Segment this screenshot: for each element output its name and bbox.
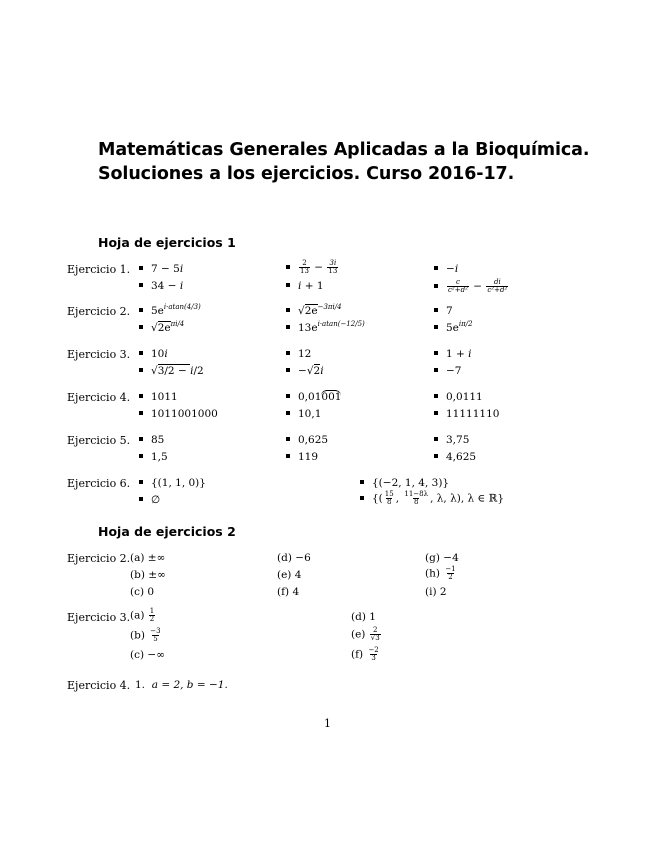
s2-ex3-label: Ejercicio 3. [67,611,131,624]
ex4-answer-b1: 1011001000 [139,408,218,420]
ex4-answer-b3: 11111110 [434,408,499,420]
s2-ex2-a: (a) ±∞ [130,552,166,564]
ex1-answer-a3: −i [434,263,458,275]
ex5-label: Ejercicio 5. [67,434,131,447]
ex3-answer-a2: 12 [286,348,311,360]
ex6-answer-b1: ∅ [139,494,160,506]
ex3-answer-b1: √3/2 − i/2 [139,365,204,377]
ex2-answer-b1: $√2e^{\pi i/4}$ [139,322,184,334]
s2-ex3-e: (e) $\frac{2}{√3}$ [351,626,380,642]
ex3-answer-a3: 1 + i [434,348,472,360]
s2-ex2-h: (h) $\frac{-1}{2}$ [425,565,456,581]
sheet2-heading: Hoja de ejercicios 2 [98,524,236,539]
ex1-answer-a1: 7 − 5i [139,263,183,275]
page-number: 1 [324,717,331,730]
sheet1-heading: Hoja de ejercicios 1 [98,235,236,250]
s2-ex3-f: (f) $\frac{-2}{3}$ [351,646,379,662]
s2-ex4-answer: 1. a = 2, b = −1. [135,679,228,691]
ex4-answer-a1: 1011 [139,391,178,403]
s2-ex4-label: Ejercicio 4. [67,679,131,692]
ex5-answer-b1: 1,5 [139,451,168,463]
ex2-answer-a1: $5e^{i\cdot atan(4/3)}$ [139,305,201,317]
ex3-answer-b3: −7 [434,365,461,377]
s2-ex2-i: (i) 2 [425,586,447,598]
ex5-answer-b2: 119 [286,451,318,463]
ex5-answer-a1: 85 [139,434,164,446]
ex5-answer-b3: 4,625 [434,451,476,463]
title-line-1: Matemáticas Generales Aplicadas a la Bioquímica. [98,140,590,160]
ex5-answer-a2: 0,625 [286,434,328,446]
ex1-answer-b2: i + 1 [286,280,324,292]
s2-ex3-b: (b) $\frac{-3}{5}$ [130,627,161,643]
ex6-answer-b2: {( $\frac{15}{8}$ , $\frac{11-8\lambda}{8}$ , λ, λ), λ ∈ ℝ} [360,491,504,506]
ex5-answer-a3: 3,75 [434,434,469,446]
ex2-answer-b3: $5e^{i\pi/2}$ [434,322,473,334]
s2-ex2-f: (f) 4 [277,586,300,598]
ex1-label: Ejercicio 1. [67,263,131,276]
s2-ex2-d: (d) −6 [277,552,311,564]
ex6-answer-a1: {(1, 1, 0)} [139,477,206,489]
ex2-answer-b2: $13e^{i\cdot atan(-12/5)}$ [286,322,365,334]
ex1-answer-a2: $\frac{2}{13}$ − $\frac{3i}{13}$ [286,260,339,275]
ex2-answer-a2: $√2e^{-3\pi i/4}$ [286,305,342,317]
ex1-answer-b3: $\frac{c}{\text{c²+d²}}$ − $\frac{di}{\text{c²+d²}}$ [434,279,509,294]
s2-ex2-label: Ejercicio 2. [67,552,131,565]
ex1-answer-b1: 34 − i [139,280,183,292]
ex3-label: Ejercicio 3. [67,348,131,361]
s2-ex2-g: (g) −4 [425,552,459,564]
title-line-2: Soluciones a los ejercicios. Curso 2016-17. [98,164,515,184]
ex6-label: Ejercicio 6. [67,477,131,490]
ex2-answer-a3: 7 [434,305,453,317]
s2-ex3-d: (d) 1 [351,611,376,623]
s2-ex3-a: (a) $\frac{1}{2}$ [130,607,155,623]
ex3-answer-a1: 10i [139,348,168,360]
ex6-answer-a2: {(−2, 1, 4, 3)} [360,477,449,489]
s2-ex3-c: (c) −∞ [130,649,165,661]
ex4-answer-b2: 10,1 [286,408,321,420]
s2-ex2-e: (e) 4 [277,569,302,581]
ex4-label: Ejercicio 4. [67,391,131,404]
s2-ex2-b: (b) ±∞ [130,569,166,581]
ex2-label: Ejercicio 2. [67,305,131,318]
ex4-answer-a3: 0,0111 [434,391,483,403]
s2-ex2-c: (c) 0 [130,586,155,598]
ex3-answer-b2: −√2i [286,365,324,377]
ex4-answer-a2: 0,01001 [286,391,341,403]
